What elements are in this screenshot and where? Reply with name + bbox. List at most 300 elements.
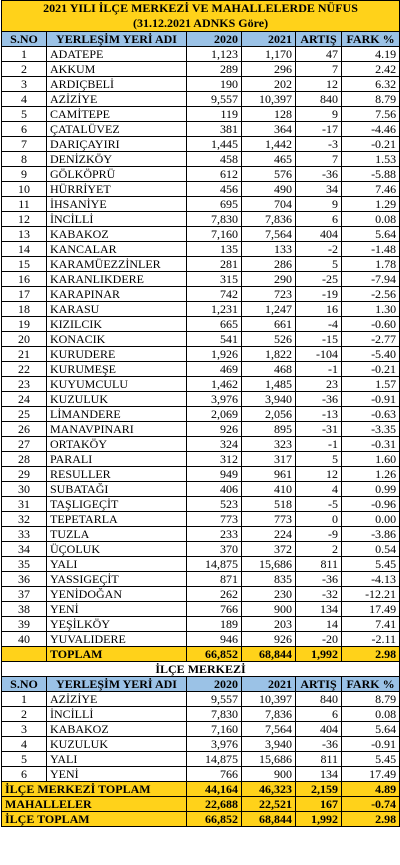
summary-row xyxy=(2,782,400,797)
cell-sno: 15 xyxy=(2,257,47,272)
cell-sno: 3 xyxy=(2,77,47,92)
cell-y2021: 1,442 xyxy=(242,137,296,152)
cell-fark: -0.60 xyxy=(342,317,400,332)
table-row xyxy=(2,422,400,437)
header-2021: 2021 xyxy=(242,32,296,47)
cell-name: KUZULUK xyxy=(47,392,187,407)
cell-artis: -31 xyxy=(296,422,342,437)
cell-name: AKKUM xyxy=(47,62,187,77)
table-row xyxy=(2,272,400,287)
summary-label: İLÇE MERKEZİ TOPLAM xyxy=(2,782,187,797)
cell-name: TAŞLIGEÇİT xyxy=(47,497,187,512)
cell-y2021: 3,940 xyxy=(242,737,296,752)
cell-fark: 17.49 xyxy=(342,602,400,617)
cell-artis: 2 xyxy=(296,542,342,557)
cell-sno: 21 xyxy=(2,347,47,362)
cell-y2020: 3,976 xyxy=(187,737,242,752)
cell-fark: -0.96 xyxy=(342,497,400,512)
cell-y2021: 661 xyxy=(242,317,296,332)
cell-fark: -7.94 xyxy=(342,272,400,287)
cell-sno: 5 xyxy=(2,107,47,122)
cell-sno: 10 xyxy=(2,182,47,197)
table-row xyxy=(2,542,400,557)
cell-artis: 6 xyxy=(296,707,342,722)
cell-fark: -2.11 xyxy=(342,632,400,647)
cell-sno: 40 xyxy=(2,632,47,647)
cell-fark: -0.91 xyxy=(342,392,400,407)
cell-fark: -12.21 xyxy=(342,587,400,602)
cell-fark: -5.40 xyxy=(342,347,400,362)
cell-name: KURUMEŞE xyxy=(47,362,187,377)
cell-name: KARAPINAR xyxy=(47,287,187,302)
cell-artis: -5 xyxy=(296,497,342,512)
cell-name: KIZILCIK xyxy=(47,317,187,332)
cell-sno: 8 xyxy=(2,152,47,167)
cell-name: ARDIÇBELİ xyxy=(47,77,187,92)
cell-name: ORTAKÖY xyxy=(47,437,187,452)
cell-y2020: 1,926 xyxy=(187,347,242,362)
cell-fark: -0.91 xyxy=(342,737,400,752)
table-row xyxy=(2,377,400,392)
table-row xyxy=(2,122,400,137)
cell-sno: 6 xyxy=(2,122,47,137)
cell-artis: -19 xyxy=(296,287,342,302)
cell-fark: -0.21 xyxy=(342,137,400,152)
cell-artis: -36 xyxy=(296,572,342,587)
cell-y2021: 704 xyxy=(242,197,296,212)
total-label: TOPLAM xyxy=(47,647,187,662)
cell-fark: 7.41 xyxy=(342,617,400,632)
cell-fark: 5.64 xyxy=(342,227,400,242)
header2-name: YERLEŞİM YERİ ADI xyxy=(47,677,187,692)
table-row xyxy=(2,512,400,527)
title-line-2: (31.12.2021 ADNKS Göre) xyxy=(132,16,269,30)
population-table xyxy=(1,0,400,827)
cell-y2021: 961 xyxy=(242,467,296,482)
cell-fark: 8.79 xyxy=(342,692,400,707)
table-row xyxy=(2,557,400,572)
summary-row xyxy=(2,812,400,827)
cell-name: İNCİLLİ xyxy=(47,212,187,227)
cell-sno: 20 xyxy=(2,332,47,347)
cell-fark: -2.56 xyxy=(342,287,400,302)
cell-name: YALI xyxy=(47,752,187,767)
cell-sno: 22 xyxy=(2,362,47,377)
cell-artis: -36 xyxy=(296,737,342,752)
cell-name: YALI xyxy=(47,557,187,572)
cell-name: TEPETARLA xyxy=(47,512,187,527)
header2-row xyxy=(2,677,400,692)
cell-sno: 11 xyxy=(2,197,47,212)
cell-y2021: 203 xyxy=(242,617,296,632)
cell-y2020: 1,123 xyxy=(187,47,242,62)
cell-y2020: 135 xyxy=(187,242,242,257)
table-row xyxy=(2,167,400,182)
table-row xyxy=(2,452,400,467)
cell-y2020: 7,160 xyxy=(187,227,242,242)
cell-sno: 33 xyxy=(2,527,47,542)
cell-y2020: 7,830 xyxy=(187,212,242,227)
cell-name: HÜRRİYET xyxy=(47,182,187,197)
cell-sno: 18 xyxy=(2,302,47,317)
cell-artis: 7 xyxy=(296,152,342,167)
cell-fark: 2.42 xyxy=(342,62,400,77)
total-2020: 66,852 xyxy=(187,647,242,662)
table-row xyxy=(2,737,400,752)
cell-y2020: 189 xyxy=(187,617,242,632)
cell-y2020: 695 xyxy=(187,197,242,212)
cell-artis: 47 xyxy=(296,47,342,62)
cell-y2020: 262 xyxy=(187,587,242,602)
cell-y2020: 312 xyxy=(187,452,242,467)
table-row xyxy=(2,302,400,317)
cell-sno: 12 xyxy=(2,212,47,227)
cell-fark: -0.63 xyxy=(342,407,400,422)
cell-y2020: 289 xyxy=(187,62,242,77)
section2-title-row xyxy=(2,662,400,677)
cell-y2020: 742 xyxy=(187,287,242,302)
cell-y2020: 2,069 xyxy=(187,407,242,422)
table-row xyxy=(2,572,400,587)
cell-y2021: 323 xyxy=(242,437,296,452)
cell-fark: 0.00 xyxy=(342,512,400,527)
cell-artis: 9 xyxy=(296,107,342,122)
cell-fark: 8.79 xyxy=(342,92,400,107)
cell-artis: -1 xyxy=(296,362,342,377)
cell-name: YENİDOĞAN xyxy=(47,587,187,602)
summary-fark: -0.74 xyxy=(342,797,400,812)
cell-y2020: 773 xyxy=(187,512,242,527)
cell-fark: 0.08 xyxy=(342,707,400,722)
cell-name: ADATEPE xyxy=(47,47,187,62)
cell-name: YENİ xyxy=(47,602,187,617)
total-empty xyxy=(2,647,47,662)
cell-y2020: 926 xyxy=(187,422,242,437)
cell-name: YENİ xyxy=(47,767,187,782)
cell-artis: 12 xyxy=(296,77,342,92)
table-row xyxy=(2,392,400,407)
cell-artis: 16 xyxy=(296,302,342,317)
cell-fark: 0.08 xyxy=(342,212,400,227)
table-row xyxy=(2,632,400,647)
cell-name: SUBATAĞI xyxy=(47,482,187,497)
cell-name: TUZLA xyxy=(47,527,187,542)
cell-y2021: 835 xyxy=(242,572,296,587)
cell-artis: 4 xyxy=(296,482,342,497)
cell-fark: 1.30 xyxy=(342,302,400,317)
cell-y2020: 233 xyxy=(187,527,242,542)
cell-y2021: 128 xyxy=(242,107,296,122)
cell-y2021: 7,836 xyxy=(242,212,296,227)
table-row xyxy=(2,152,400,167)
cell-name: YEŞİLKÖY xyxy=(47,617,187,632)
table-row xyxy=(2,707,400,722)
cell-artis: 404 xyxy=(296,227,342,242)
cell-artis: 0 xyxy=(296,512,342,527)
cell-y2021: 468 xyxy=(242,362,296,377)
cell-name: İHSANİYE xyxy=(47,197,187,212)
cell-y2021: 202 xyxy=(242,77,296,92)
cell-y2020: 14,875 xyxy=(187,752,242,767)
summary-artis: 167 xyxy=(296,797,342,812)
summary-y2021: 22,521 xyxy=(242,797,296,812)
cell-name: KARANLIKDERE xyxy=(47,272,187,287)
cell-y2021: 410 xyxy=(242,482,296,497)
summary-label: MAHALLELER xyxy=(2,797,187,812)
cell-name: KABAKOZ xyxy=(47,722,187,737)
cell-y2021: 1,170 xyxy=(242,47,296,62)
cell-artis: 840 xyxy=(296,92,342,107)
header2-2020: 2020 xyxy=(187,677,242,692)
cell-y2021: 10,397 xyxy=(242,92,296,107)
cell-fark: -4.13 xyxy=(342,572,400,587)
header-name: YERLEŞİM YERİ ADI xyxy=(47,32,187,47)
cell-fark: 1.29 xyxy=(342,197,400,212)
cell-sno: 9 xyxy=(2,167,47,182)
table-row xyxy=(2,347,400,362)
cell-y2021: 7,836 xyxy=(242,707,296,722)
header-artis: ARTIŞ xyxy=(296,32,342,47)
cell-fark: 5.45 xyxy=(342,752,400,767)
cell-y2021: 372 xyxy=(242,542,296,557)
cell-name: KARAMÜEZZİNLER xyxy=(47,257,187,272)
cell-y2021: 465 xyxy=(242,152,296,167)
table-row xyxy=(2,767,400,782)
cell-sno: 13 xyxy=(2,227,47,242)
cell-name: LİMANDERE xyxy=(47,407,187,422)
table-row xyxy=(2,212,400,227)
cell-y2021: 900 xyxy=(242,602,296,617)
cell-artis: 811 xyxy=(296,557,342,572)
cell-sno: 38 xyxy=(2,602,47,617)
cell-sno: 24 xyxy=(2,392,47,407)
cell-fark: 1.53 xyxy=(342,152,400,167)
summary-y2020: 66,852 xyxy=(187,812,242,827)
cell-sno: 27 xyxy=(2,437,47,452)
cell-y2021: 10,397 xyxy=(242,692,296,707)
header-2020: 2020 xyxy=(187,32,242,47)
cell-artis: 840 xyxy=(296,692,342,707)
cell-fark: -3.86 xyxy=(342,527,400,542)
cell-y2020: 469 xyxy=(187,362,242,377)
table-row xyxy=(2,227,400,242)
table-row xyxy=(2,527,400,542)
cell-name: AZİZİYE xyxy=(47,692,187,707)
cell-fark: 0.54 xyxy=(342,542,400,557)
cell-artis: 14 xyxy=(296,617,342,632)
total-row xyxy=(2,647,400,662)
table-row xyxy=(2,497,400,512)
cell-artis: -9 xyxy=(296,527,342,542)
cell-artis: -1 xyxy=(296,437,342,452)
cell-sno: 36 xyxy=(2,572,47,587)
cell-y2020: 766 xyxy=(187,602,242,617)
cell-sno: 5 xyxy=(2,752,47,767)
cell-y2021: 317 xyxy=(242,452,296,467)
cell-artis: -17 xyxy=(296,122,342,137)
title-row xyxy=(2,1,400,32)
summary-fark: 2.98 xyxy=(342,812,400,827)
cell-sno: 6 xyxy=(2,767,47,782)
summary-y2020: 22,688 xyxy=(187,797,242,812)
cell-name: DENİZKÖY xyxy=(47,152,187,167)
cell-y2021: 1,485 xyxy=(242,377,296,392)
cell-y2021: 290 xyxy=(242,272,296,287)
table-row xyxy=(2,407,400,422)
cell-sno: 37 xyxy=(2,587,47,602)
cell-sno: 31 xyxy=(2,497,47,512)
cell-fark: 1.78 xyxy=(342,257,400,272)
cell-artis: -20 xyxy=(296,632,342,647)
table-row xyxy=(2,332,400,347)
cell-y2020: 3,976 xyxy=(187,392,242,407)
cell-y2021: 364 xyxy=(242,122,296,137)
cell-y2020: 324 xyxy=(187,437,242,452)
cell-y2020: 9,557 xyxy=(187,92,242,107)
cell-fark: -3.35 xyxy=(342,422,400,437)
table-row xyxy=(2,197,400,212)
cell-sno: 28 xyxy=(2,452,47,467)
cell-name: ÜÇOLUK xyxy=(47,542,187,557)
cell-name: KABAKOZ xyxy=(47,227,187,242)
cell-y2021: 286 xyxy=(242,257,296,272)
cell-sno: 17 xyxy=(2,287,47,302)
cell-artis: -2 xyxy=(296,242,342,257)
cell-y2020: 871 xyxy=(187,572,242,587)
cell-y2020: 1,231 xyxy=(187,302,242,317)
cell-y2020: 381 xyxy=(187,122,242,137)
cell-sno: 4 xyxy=(2,92,47,107)
cell-sno: 3 xyxy=(2,722,47,737)
cell-artis: 9 xyxy=(296,197,342,212)
cell-y2021: 576 xyxy=(242,167,296,182)
summary-y2021: 68,844 xyxy=(242,812,296,827)
cell-sno: 2 xyxy=(2,707,47,722)
cell-name: PARALI xyxy=(47,452,187,467)
cell-name: AZİZİYE xyxy=(47,92,187,107)
cell-fark: -1.48 xyxy=(342,242,400,257)
cell-y2021: 7,564 xyxy=(242,227,296,242)
cell-y2020: 458 xyxy=(187,152,242,167)
cell-y2020: 190 xyxy=(187,77,242,92)
cell-y2021: 723 xyxy=(242,287,296,302)
total-artis: 1,992 xyxy=(296,647,342,662)
table-row xyxy=(2,482,400,497)
cell-y2020: 1,445 xyxy=(187,137,242,152)
cell-y2021: 15,686 xyxy=(242,557,296,572)
table-row xyxy=(2,137,400,152)
cell-y2020: 949 xyxy=(187,467,242,482)
cell-y2021: 3,940 xyxy=(242,392,296,407)
cell-sno: 1 xyxy=(2,47,47,62)
cell-y2020: 14,875 xyxy=(187,557,242,572)
cell-y2021: 2,056 xyxy=(242,407,296,422)
cell-y2021: 773 xyxy=(242,512,296,527)
header2-fark: FARK % xyxy=(342,677,400,692)
cell-name: KURUDERE xyxy=(47,347,187,362)
cell-artis: -36 xyxy=(296,392,342,407)
cell-y2021: 296 xyxy=(242,62,296,77)
cell-y2021: 7,564 xyxy=(242,722,296,737)
total-fark: 2.98 xyxy=(342,647,400,662)
table-row xyxy=(2,287,400,302)
cell-y2021: 224 xyxy=(242,527,296,542)
cell-y2020: 9,557 xyxy=(187,692,242,707)
cell-sno: 25 xyxy=(2,407,47,422)
cell-fark: 4.19 xyxy=(342,47,400,62)
cell-y2021: 133 xyxy=(242,242,296,257)
cell-fark: 1.60 xyxy=(342,452,400,467)
summary-label: İLÇE TOPLAM xyxy=(2,812,187,827)
cell-y2020: 315 xyxy=(187,272,242,287)
cell-name: İNCİLLİ xyxy=(47,707,187,722)
cell-y2020: 523 xyxy=(187,497,242,512)
cell-y2020: 665 xyxy=(187,317,242,332)
cell-name: GÖLKÖPRÜ xyxy=(47,167,187,182)
cell-y2020: 370 xyxy=(187,542,242,557)
cell-name: KUYUMCULU xyxy=(47,377,187,392)
cell-name: RESULLER xyxy=(47,467,187,482)
summary-row xyxy=(2,797,400,812)
table-row xyxy=(2,467,400,482)
cell-name: DARIÇAYIRI xyxy=(47,137,187,152)
table-row xyxy=(2,77,400,92)
population-document xyxy=(1,0,399,827)
cell-fark: -5.88 xyxy=(342,167,400,182)
cell-fark: 6.32 xyxy=(342,77,400,92)
header-fark: FARK % xyxy=(342,32,400,47)
table-row xyxy=(2,107,400,122)
table-row xyxy=(2,587,400,602)
table-row xyxy=(2,47,400,62)
cell-artis: -32 xyxy=(296,587,342,602)
table-row xyxy=(2,362,400,377)
cell-y2021: 490 xyxy=(242,182,296,197)
cell-sno: 30 xyxy=(2,482,47,497)
cell-fark: 5.45 xyxy=(342,557,400,572)
cell-y2021: 895 xyxy=(242,422,296,437)
header2-sno: S.NO xyxy=(2,677,47,692)
cell-y2020: 946 xyxy=(187,632,242,647)
cell-sno: 19 xyxy=(2,317,47,332)
cell-fark: 17.49 xyxy=(342,767,400,782)
cell-artis: 34 xyxy=(296,182,342,197)
cell-y2020: 612 xyxy=(187,167,242,182)
table-row xyxy=(2,602,400,617)
cell-name: YUVALIDERE xyxy=(47,632,187,647)
table-row xyxy=(2,62,400,77)
cell-artis: 5 xyxy=(296,257,342,272)
cell-fark: 0.99 xyxy=(342,482,400,497)
cell-sno: 26 xyxy=(2,422,47,437)
cell-artis: -13 xyxy=(296,407,342,422)
cell-fark: 1.26 xyxy=(342,467,400,482)
cell-sno: 2 xyxy=(2,62,47,77)
cell-y2020: 1,462 xyxy=(187,377,242,392)
cell-sno: 7 xyxy=(2,137,47,152)
cell-artis: 811 xyxy=(296,752,342,767)
table-row xyxy=(2,257,400,272)
cell-artis: -36 xyxy=(296,167,342,182)
summary-y2021: 46,323 xyxy=(242,782,296,797)
cell-artis: -25 xyxy=(296,272,342,287)
cell-fark: -4.46 xyxy=(342,122,400,137)
cell-artis: -3 xyxy=(296,137,342,152)
summary-fark: 4.89 xyxy=(342,782,400,797)
cell-y2021: 1,247 xyxy=(242,302,296,317)
cell-artis: -104 xyxy=(296,347,342,362)
title-line-1: 2021 YILI İLÇE MERKEZİ VE MAHALLELERDE NÜFUS xyxy=(43,1,358,15)
